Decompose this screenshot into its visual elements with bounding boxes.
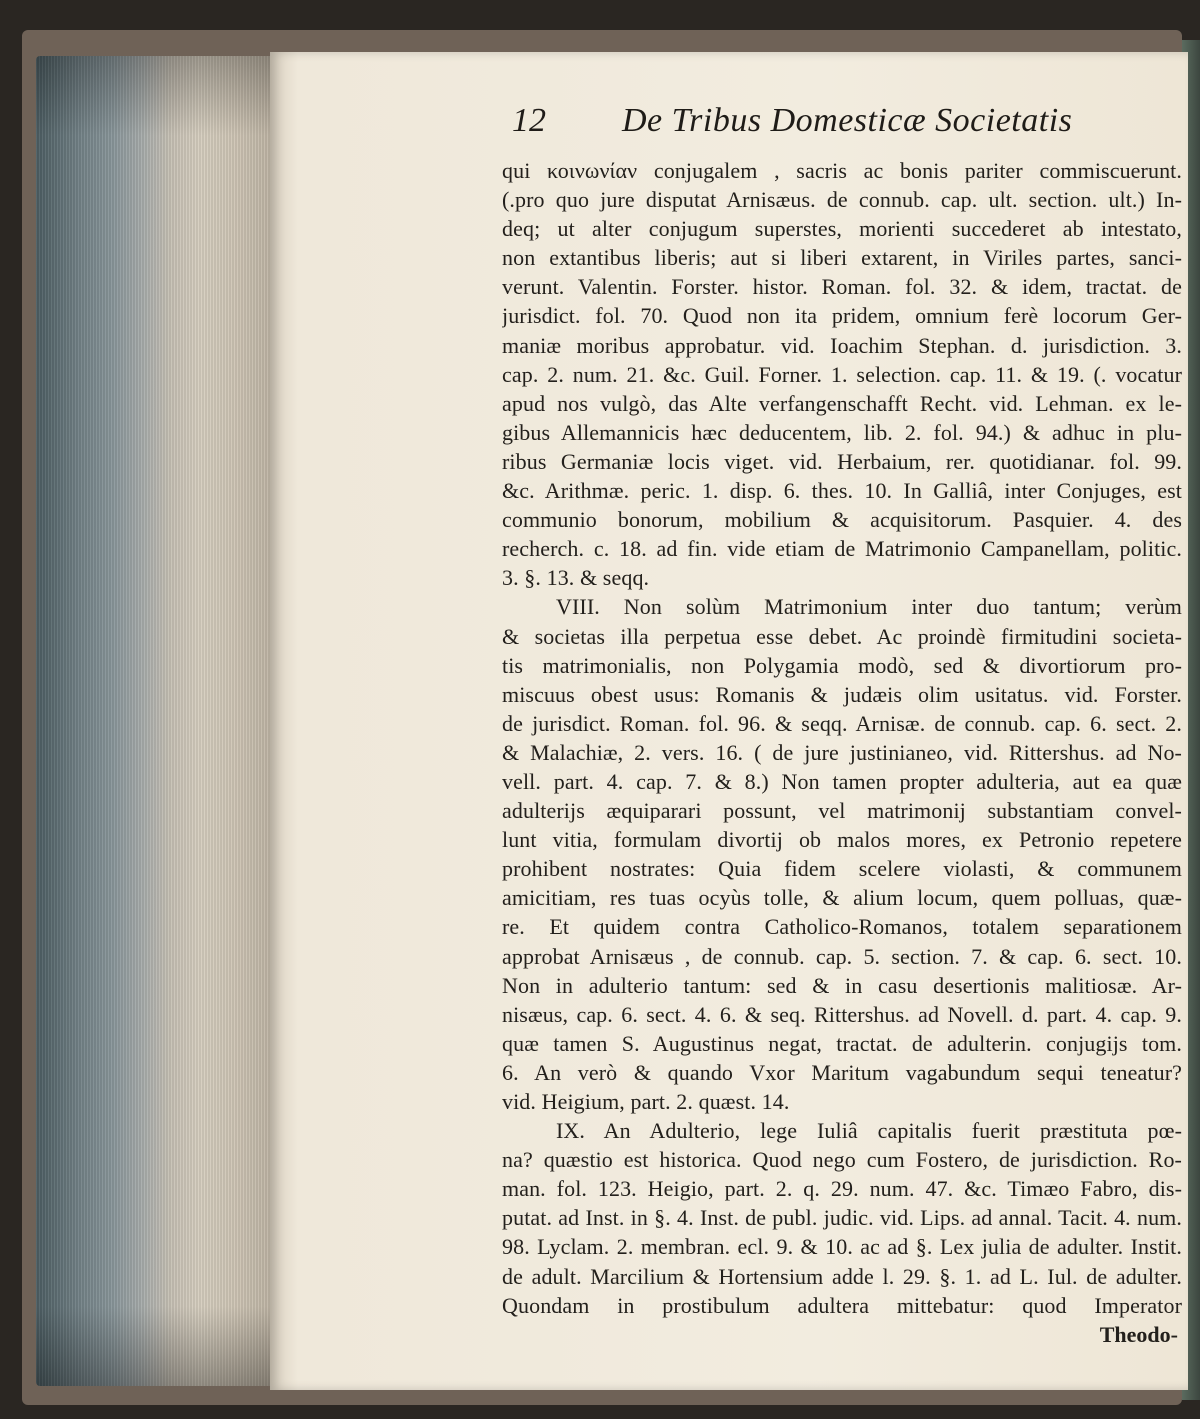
text-line: VIII. Non solùm Matrimonium inter duo tantum; verùm bbox=[556, 594, 1182, 620]
catchword: Theodo- bbox=[1099, 1321, 1178, 1347]
text-line: de adult. Marcilium & Hortensium adde l. 29. §. 1. ad L. Iul. de adulter. bbox=[502, 1263, 1182, 1289]
text-line: 3. §. 13. & seqq. bbox=[502, 565, 650, 591]
text-line: lunt vitia, formulam divortij ob malos mores, ex Petronio repetere bbox=[502, 827, 1182, 853]
text-line: miscuus obest usus: Romanis & judæis olim usitatus. vid. Forster. bbox=[502, 681, 1182, 707]
text-line: communio bonorum, mobilium & acquisitorum. Pasquier. 4. des bbox=[502, 507, 1182, 533]
printed-page bbox=[270, 52, 1188, 1390]
text-line: recherch. c. 18. ad fin. vide etiam de Matrimonio Campanellam, politic. bbox=[502, 536, 1182, 562]
text-line: & Malachiæ, 2. vers. 16. ( de jure justinianeo, vid. Rittershus. ad No- bbox=[502, 739, 1182, 765]
text-line: 98. Lyclam. 2. membran. ecl. 9. & 10. ac ad §. Lex julia de adulter. Instit. bbox=[502, 1234, 1182, 1260]
text-line: prohibent nostrates: Quia fidem scelere violasti, & communem bbox=[502, 856, 1182, 882]
page-text-block bbox=[502, 102, 1182, 1349]
text-line: ribus Germaniæ locis viget. vid. Herbaium, rer. quotidianar. fol. 99. bbox=[502, 448, 1182, 474]
text-line: tis matrimonialis, non Polygamia modò, sed & divortiorum pro- bbox=[502, 652, 1182, 678]
text-line: de jurisdict. Roman. fol. 96. & seqq. Arnisæ. de connub. cap. 6. sect. 2. bbox=[502, 710, 1182, 736]
text-line: Quondam in prostibulum adultera mittebatur: quod Imperator bbox=[502, 1292, 1182, 1318]
text-line: man. fol. 123. Heigio, part. 2. q. 29. num. 47. &c. Timæo Fabro, dis- bbox=[502, 1176, 1182, 1202]
text-line: &c. Arithmæ. peric. 1. disp. 6. thes. 10. In Galliâ, inter Conjuges, est bbox=[502, 478, 1182, 504]
text-line: maniæ moribus approbatur. vid. Ioachim Stephan. d. jurisdiction. 3. bbox=[502, 332, 1182, 358]
page-number: 12 bbox=[512, 102, 546, 139]
text-line: cap. 2. num. 21. &c. Guil. Forner. 1. selection. cap. 11. & 19. (. vocatur bbox=[502, 361, 1182, 387]
text-line: re. Et quidem contra Catholico-Romanos, totalem separationem bbox=[502, 914, 1182, 940]
text-line: apud nos vulgò, das Alte verfangenschafft Recht. vid. Lehman. ex le- bbox=[502, 390, 1182, 416]
text-line: gibus Allemannicis hæc deducentem, lib. 2. fol. 94.) & adhuc in plu- bbox=[502, 419, 1182, 445]
text-line: adulterijs æquiparari possunt, vel matrimonij substantiam convel- bbox=[502, 798, 1182, 824]
text-line: putat. ad Inst. in §. 4. Inst. de publ. judic. vid. Lips. ad annal. Tacit. 4. num. bbox=[502, 1205, 1182, 1231]
text-line: non extantibus liberis; aut si liberi extarent, in Viriles partes, sanci- bbox=[502, 245, 1182, 271]
text-line: approbat Arnisæus , de connub. cap. 5. section. 7. & cap. 6. sect. 10. bbox=[502, 943, 1182, 969]
text-line: 6. An verò & quando Vxor Maritum vagabundum sequi teneatur? bbox=[502, 1059, 1182, 1085]
page-block-shadow bbox=[36, 56, 276, 1386]
text-line: (.pro quo jure disputat Arnisæus. de connub. cap. ult. section. ult.) In- bbox=[502, 187, 1182, 213]
text-line: jurisdict. fol. 70. Quod non ita pridem, omnium ferè locorum Ger- bbox=[502, 303, 1182, 329]
text-line: quæ tamen S. Augustinus negat, tractat. de adulterin. conjugijs tom. bbox=[502, 1030, 1182, 1056]
running-head bbox=[502, 102, 1182, 154]
running-title: De Tribus Domesticæ Societatis bbox=[622, 102, 1073, 139]
body-text bbox=[502, 156, 1182, 1320]
text-line: verunt. Valentin. Forster. histor. Roman. fol. 32. & idem, tractat. de bbox=[502, 274, 1182, 300]
text-line: qui κοινωνίαν conjugalem , sacris ac bonis pariter commiscuerunt. bbox=[502, 158, 1182, 183]
text-line: deq; ut alter conjugum superstes, morienti succederet ab intestato, bbox=[502, 216, 1182, 242]
text-line: vell. part. 4. cap. 7. & 8.) Non tamen propter adulteria, aut ea quæ bbox=[502, 768, 1182, 794]
text-line: & societas illa perpetua esse debet. Ac proindè firmitudini societa- bbox=[502, 623, 1182, 649]
text-line: na? quæstio est historica. Quod nego cum Fostero, de jurisdiction. Ro- bbox=[502, 1147, 1182, 1173]
text-line: Non in adulterio tantum: sed & in casu desertionis malitiosæ. Ar- bbox=[502, 972, 1182, 998]
text-line: IX. An Adulterio, lege Iuliâ capitalis fuerit præstituta pœ- bbox=[556, 1118, 1182, 1144]
text-line: nisæus, cap. 6. sect. 4. 6. & seq. Rittershus. ad Novell. d. part. 4. cap. 9. bbox=[502, 1001, 1182, 1027]
text-line: amicitiam, res tuas ocyùs tolle, & alium locum, quem polluas, quæ- bbox=[502, 885, 1182, 911]
text-line: vid. Heigium, part. 2. quæst. 14. bbox=[502, 1089, 790, 1114]
